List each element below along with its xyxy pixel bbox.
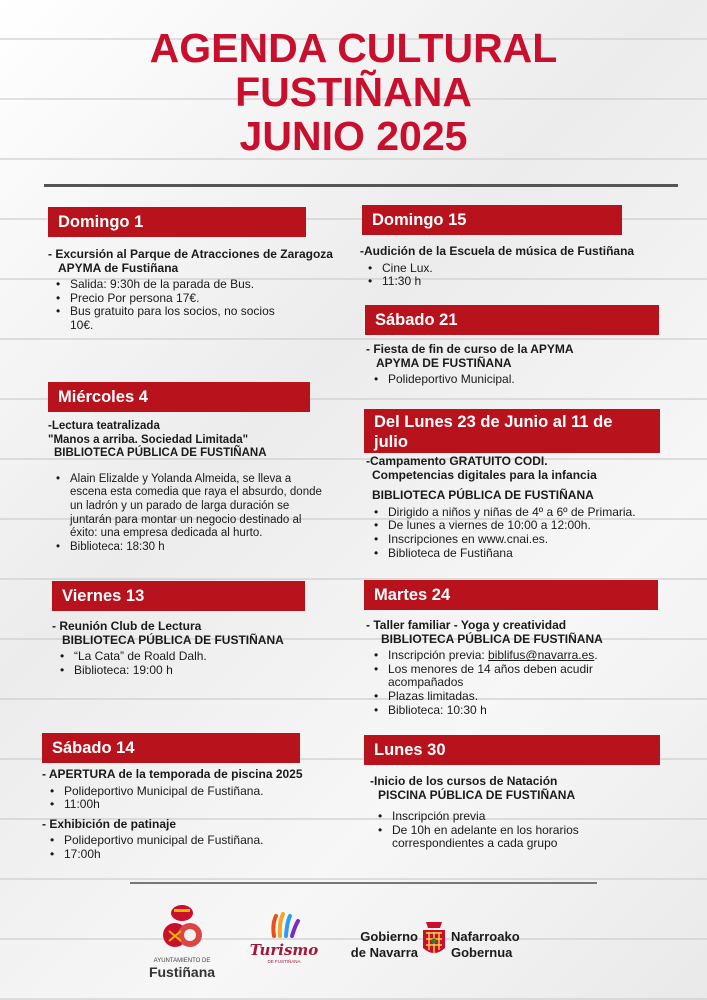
- date-header-sabado-14: Sábado 14: [42, 733, 300, 763]
- event-title: - Reunión Club de Lectura: [52, 619, 202, 633]
- event-venue: BIBLIOTECA PÚBLICA DE FUSTIÑANA: [381, 631, 603, 646]
- date-header-sabado-21: Sábado 21: [365, 305, 659, 335]
- list-item: • Polideportivo municipal de Fustiñana.: [50, 834, 352, 848]
- event-viernes-13: [52, 620, 352, 679]
- event-venue: BIBLIOTECA PÚBLICA DE FUSTIÑANA: [54, 447, 267, 460]
- ayuntamiento-logo: [142, 903, 222, 980]
- event-domingo-15: [360, 245, 680, 291]
- navarra-shield-icon: [420, 920, 448, 960]
- list-item: • Inscripción previa: [378, 810, 680, 824]
- event-venue: BIBLIOTECA PÚBLICA DE FUSTIÑANA: [372, 488, 594, 503]
- event-title: -Lectura teatralizada: [48, 420, 160, 432]
- list-item: • Alain Elizalde y Yolanda Almeida, se lleva a escena esta comedia que raya el absurdo, donde un ladrón y un parado de larga duración se juntarán para montar un negocio destinado al éxito: una empresa dedicada al hurto.: [56, 473, 328, 541]
- event-venue: BIBLIOTECA PÚBLICA DE FUSTIÑANA: [62, 632, 284, 647]
- list-item: [374, 649, 676, 663]
- event-miercoles-4: [48, 420, 348, 556]
- list-item: • Bus gratuito para los socios, no socios 10€.: [56, 305, 285, 332]
- event-organizer: APYMA de Fustiñana: [58, 260, 179, 275]
- list-item: • Biblioteca de Fustiñana: [374, 547, 686, 561]
- list-item: • Biblioteca: 10:30 h: [374, 704, 676, 718]
- page-title: [0, 26, 707, 158]
- list-item: • 17:00h: [50, 848, 352, 862]
- list-item: • Plazas limitadas.: [374, 690, 676, 704]
- list-item: • Biblioteca: 19:00 h: [60, 664, 352, 678]
- top-divider: [44, 184, 678, 187]
- turismo-hand-icon: [264, 912, 304, 938]
- detail-list: [366, 649, 676, 717]
- title-line-3: JUNIO 2025: [239, 113, 468, 159]
- email-suffix: .: [594, 648, 598, 663]
- date-header-martes-24: Martes 24: [364, 580, 658, 610]
- turismo-logo: [246, 912, 322, 964]
- list-item: • 11:00h: [50, 798, 352, 812]
- date-header-domingo-15: Domingo 15: [362, 205, 622, 235]
- event-title: - Fiesta de fin de curso de la APYMA: [366, 342, 574, 356]
- event-lunes-30: [370, 775, 680, 853]
- list-item: • De 10h en adelante en los horarios correspondientes a cada grupo: [378, 824, 632, 851]
- detail-list: [366, 506, 686, 560]
- list-item: • De lunes a viernes de 10:00 a 12:00h.: [374, 519, 686, 533]
- detail-list: [48, 278, 358, 332]
- detail-list: [48, 473, 348, 555]
- list-item: • 11:30 h: [368, 275, 680, 289]
- list-item: • Salida: 9:30h de la parada de Bus.: [56, 278, 358, 292]
- detail-list: [370, 810, 680, 851]
- list-item: • Cine Lux.: [368, 262, 680, 276]
- event-title: -Inicio de los cursos de Natación: [370, 774, 558, 788]
- event-title: - Excursión al Parque de Atracciones de Zaragoza: [48, 247, 333, 261]
- event-sabado-21: [366, 343, 676, 389]
- event-lunes-23: [366, 455, 686, 562]
- detail-list: [52, 650, 352, 677]
- gobierno-line-2: de Navarra: [350, 945, 418, 960]
- list-item: • Los menores de 14 años deben acudir acompañados: [374, 663, 638, 690]
- date-header-domingo-1: Domingo 1: [48, 207, 306, 237]
- list-item: • Inscripciones en www.cnai.es.: [374, 533, 686, 547]
- list-item: • Biblioteca: 18:30 h: [56, 541, 348, 555]
- turismo-subtitle: DE FUSTIÑANA: [267, 959, 301, 964]
- event-domingo-1: [48, 248, 358, 335]
- list-item: • Precio Por persona 17€.: [56, 292, 358, 306]
- ayuntamiento-name: Fustiñana: [148, 964, 216, 980]
- gobierno-line-1: Gobierno: [360, 929, 418, 944]
- event-title: -Campamento GRATUITO CODI.: [366, 454, 548, 468]
- event-sabado-14: [42, 768, 352, 864]
- event-title: - Taller familiar - Yoga y creatividad: [366, 618, 567, 632]
- event-venue: APYMA DE FUSTIÑANA: [376, 355, 512, 370]
- coat-of-arms-icon: [157, 903, 207, 955]
- title-line-2: FUSTIÑANA: [235, 69, 472, 115]
- nafarroako-gobernua-text: [451, 929, 535, 961]
- date-header-miercoles-4: Miércoles 4: [48, 382, 310, 412]
- list-item: • “La Cata” de Roald Dalh.: [60, 650, 352, 664]
- date-header-viernes-13: Viernes 13: [52, 581, 305, 611]
- event-title: - APERTURA de la temporada de piscina 2025: [42, 767, 303, 781]
- detail-list: [42, 834, 352, 861]
- gobierno-navarra-text: [346, 929, 418, 961]
- ayuntamiento-small-text: AYUNTAMIENTO DE: [153, 958, 211, 964]
- title-line-1: AGENDA CULTURAL: [149, 25, 558, 71]
- detail-list: [42, 785, 352, 812]
- event-title: -Audición de la Escuela de música de Fustiñana: [360, 244, 635, 258]
- list-item: • Polideportivo Municipal.: [374, 373, 676, 387]
- detail-list: [366, 373, 676, 387]
- date-header-lunes-23: Del Lunes 23 de Junio al 11 de julio: [364, 409, 660, 453]
- nafarroako-line-2: Gobernua: [451, 945, 513, 960]
- event-subtitle: "Manos a arriba. Sociedad Limitada": [48, 433, 249, 446]
- list-item: • Polideportivo Municipal de Fustiñana.: [50, 785, 352, 799]
- turismo-wordmark: Turismo: [249, 941, 319, 959]
- detail-list: [360, 262, 680, 289]
- date-header-lunes-30: Lunes 30: [364, 735, 660, 765]
- event-title: - Exhibición de patinaje: [42, 816, 177, 831]
- bottom-divider: [130, 882, 597, 884]
- list-item: • Dirigido a niños y niñas de 4º a 6º de Primaria.: [374, 506, 686, 520]
- email-link[interactable]: biblifus@navarra.es: [488, 648, 595, 663]
- nafarroako-line-1: Nafarroako: [451, 929, 520, 944]
- event-martes-24: [366, 619, 676, 719]
- email-label: Inscripción previa:: [388, 648, 489, 663]
- event-subtitle: Competencias digitales para la infancia: [372, 467, 597, 482]
- event-venue: PISCINA PÚBLICA DE FUSTIÑANA: [378, 787, 576, 802]
